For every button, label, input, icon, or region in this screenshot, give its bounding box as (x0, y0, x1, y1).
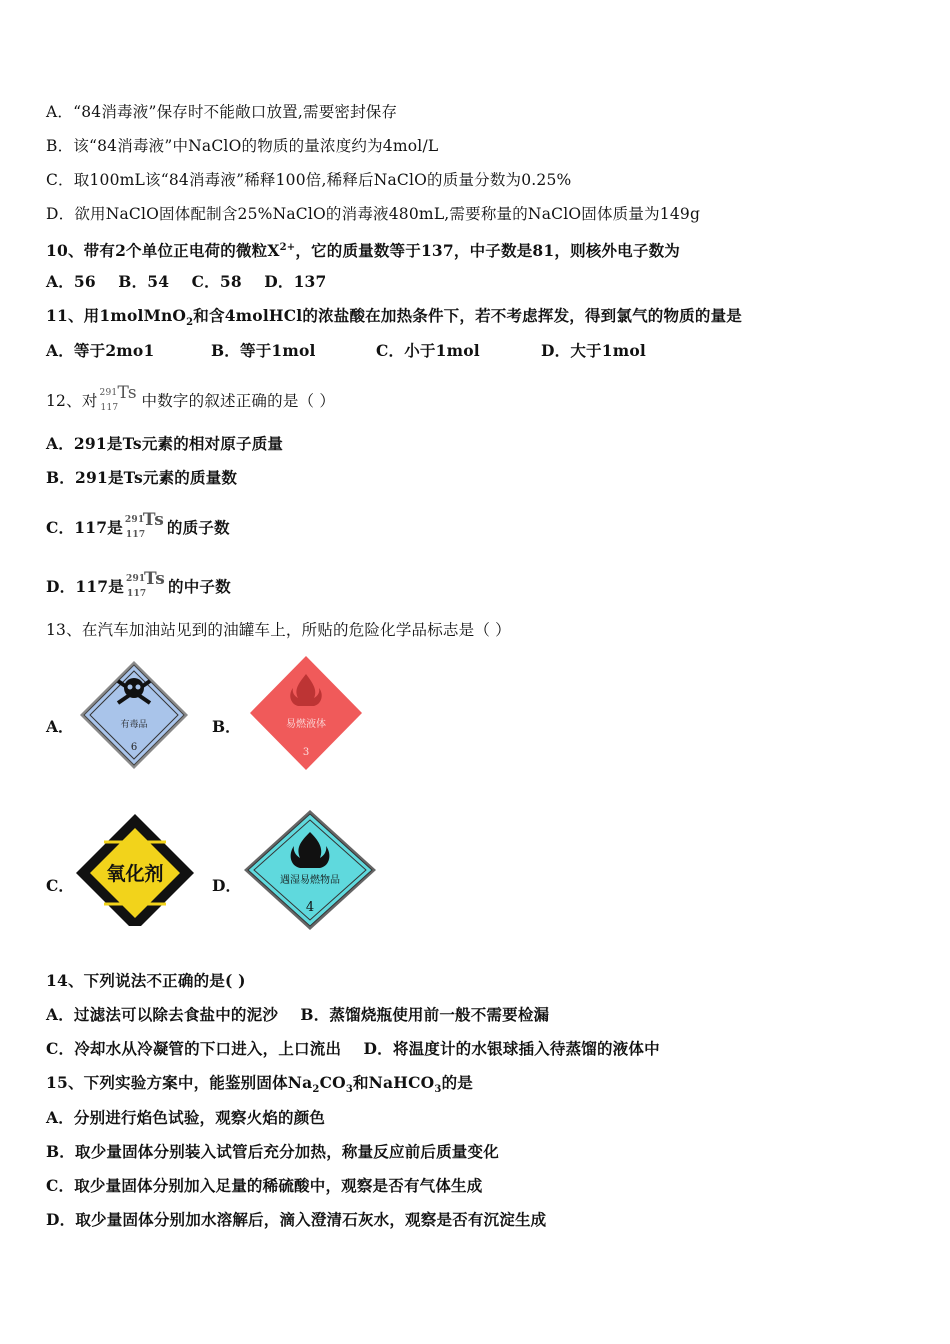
q15-stem-text: 15、下列实验方案中，能鉴别固体Na (46, 1073, 313, 1092)
q14-stem: 14、下列说法不正确的是( ) (46, 971, 246, 990)
q15-option-a: A．分别进行焰色试验，观察火焰的颜色 (46, 1108, 326, 1127)
q15-sub: 3 (345, 1084, 353, 1096)
q13-label-c: C． (46, 876, 74, 895)
q9-option-a: A．“84消毒液”保存时不能敞口放置,需要密封保存 (46, 103, 398, 121)
flammable-sign-class: 3 (302, 747, 310, 758)
q10-options: A．56 B．54 C．58 D．137 (46, 272, 327, 291)
q14-options-cd: C．冷却水从冷凝管的下口进入，上口流出 D．将温度计的水银球插入待蒸馏的液体中 (46, 1039, 660, 1058)
q11-option-c: C．小于1mol (376, 341, 480, 360)
q15-stem-text: CO (319, 1073, 346, 1092)
q11-stem-text: 11、用1molMnO (46, 306, 187, 325)
q9-option-c: C．取100mL该“84消毒液”稀释100倍,稀释后NaClO的质量分数为0.25% (46, 171, 572, 189)
q11-option-b: B．等于1mol (211, 341, 316, 360)
q13-stem: 13、在汽车加油站见到的油罐车上，所贴的危险化学品标志是（ ） (46, 621, 511, 639)
toxic-sign-text: 有毒品 (120, 720, 148, 730)
q12-option-a: A．291是Ts元素的相对原子质量 (46, 434, 284, 453)
q10-stem-text: 10、带有2个单位正电荷的微粒X (46, 241, 280, 261)
q12-option-d-rest: 的中子数 (168, 577, 231, 596)
q12-option-b: B．291是Ts元素的质量数 (46, 468, 238, 487)
ts-nuclide-symbol (126, 569, 166, 599)
q11-option-d: D．大于1mol (541, 341, 646, 360)
q11-stem-rest: 和含4molHCl的浓盐酸在加热条件下，若不考虑挥发，得到氯气的物质的量是 (193, 306, 742, 325)
nuclide-number: 117 (125, 530, 146, 540)
q15-sub: 2 (312, 1084, 320, 1096)
q12-option-d-text: D．117是 (46, 577, 124, 596)
q12-stem-text: 12、对 (46, 392, 98, 410)
q14-options-ab: A．过滤法可以除去食盐中的泥沙 B．蒸馏烧瓶使用前一般不需要检漏 (46, 1005, 550, 1024)
q15-sub: 3 (434, 1084, 442, 1096)
q13-label-d: D． (212, 876, 241, 895)
q12-option-c-rest: 的质子数 (166, 518, 230, 537)
nuclide-mass: 291 (124, 515, 145, 525)
nuclide-symbol: Ts (144, 569, 166, 589)
q15-stem-text: 和NaHCO (352, 1073, 435, 1092)
nuclide-mass: 291 (126, 574, 146, 584)
toxic-sign-class: 6 (130, 742, 138, 753)
q15-stem (46, 1072, 473, 1101)
dangerous-when-wet-sign (240, 808, 380, 932)
nuclide-symbol: Ts (117, 383, 137, 403)
q13-label-a: A． (46, 717, 74, 736)
q15-option-c: C．取少量固体分别加入足量的稀硫酸中，观察是否有气体生成 (46, 1176, 483, 1195)
flammable-liquid-sign (246, 652, 366, 774)
oxidizer-sign-text: 氧化剂 (106, 863, 164, 885)
q11-stem (46, 305, 742, 334)
q11-option-a: A．等于2mo1 (46, 341, 155, 360)
oxidizer-sign (74, 812, 196, 926)
q15-option-d: D．取少量固体分别加水溶解后，滴入澄清石灰水，观察是否有沉淀生成 (46, 1210, 547, 1229)
q12-stem-rest: 中数字的叙述正确的是（ ） (141, 392, 336, 410)
flammable-sign-text: 易燃液体 (286, 719, 326, 730)
q12-option-c (46, 510, 230, 540)
q12-option-d (46, 569, 231, 599)
nuclide-number: 117 (127, 589, 147, 599)
ts-nuclide-symbol (99, 383, 140, 413)
wet-sign-text: 遇湿易燃物品 (280, 875, 340, 886)
ts-nuclide-symbol (124, 510, 165, 540)
nuclide-symbol: Ts (142, 510, 164, 530)
q10-stem (46, 237, 680, 262)
nuclide-number: 117 (100, 403, 119, 413)
q12-option-c-text: C．117是 (46, 518, 123, 537)
q10-stem-rest: ，它的质量数等于137，中子数是81，则核外电子数为 (295, 241, 680, 261)
q9-option-b: B．该“84消毒液”中NaClO的物质的量浓度约为4mol/L (46, 137, 439, 155)
wet-sign-class: 4 (305, 900, 315, 915)
q9-option-d: D．欲用NaClO固体配制含25%NaClO的消毒液480mL,需要称量的NaClO固体质量为149g (46, 205, 701, 223)
q12-stem (46, 383, 336, 413)
q13-label-b: B． (212, 717, 241, 736)
toxic-sign (74, 655, 194, 775)
q10-charge: 2+ (279, 242, 296, 253)
q11-subscript: 2 (186, 317, 194, 329)
q15-option-b: B．取少量固体分别装入试管后充分加热，称量反应前后质量变化 (46, 1142, 499, 1161)
q15-stem-text: 的是 (441, 1073, 473, 1092)
nuclide-mass: 291 (99, 388, 118, 398)
